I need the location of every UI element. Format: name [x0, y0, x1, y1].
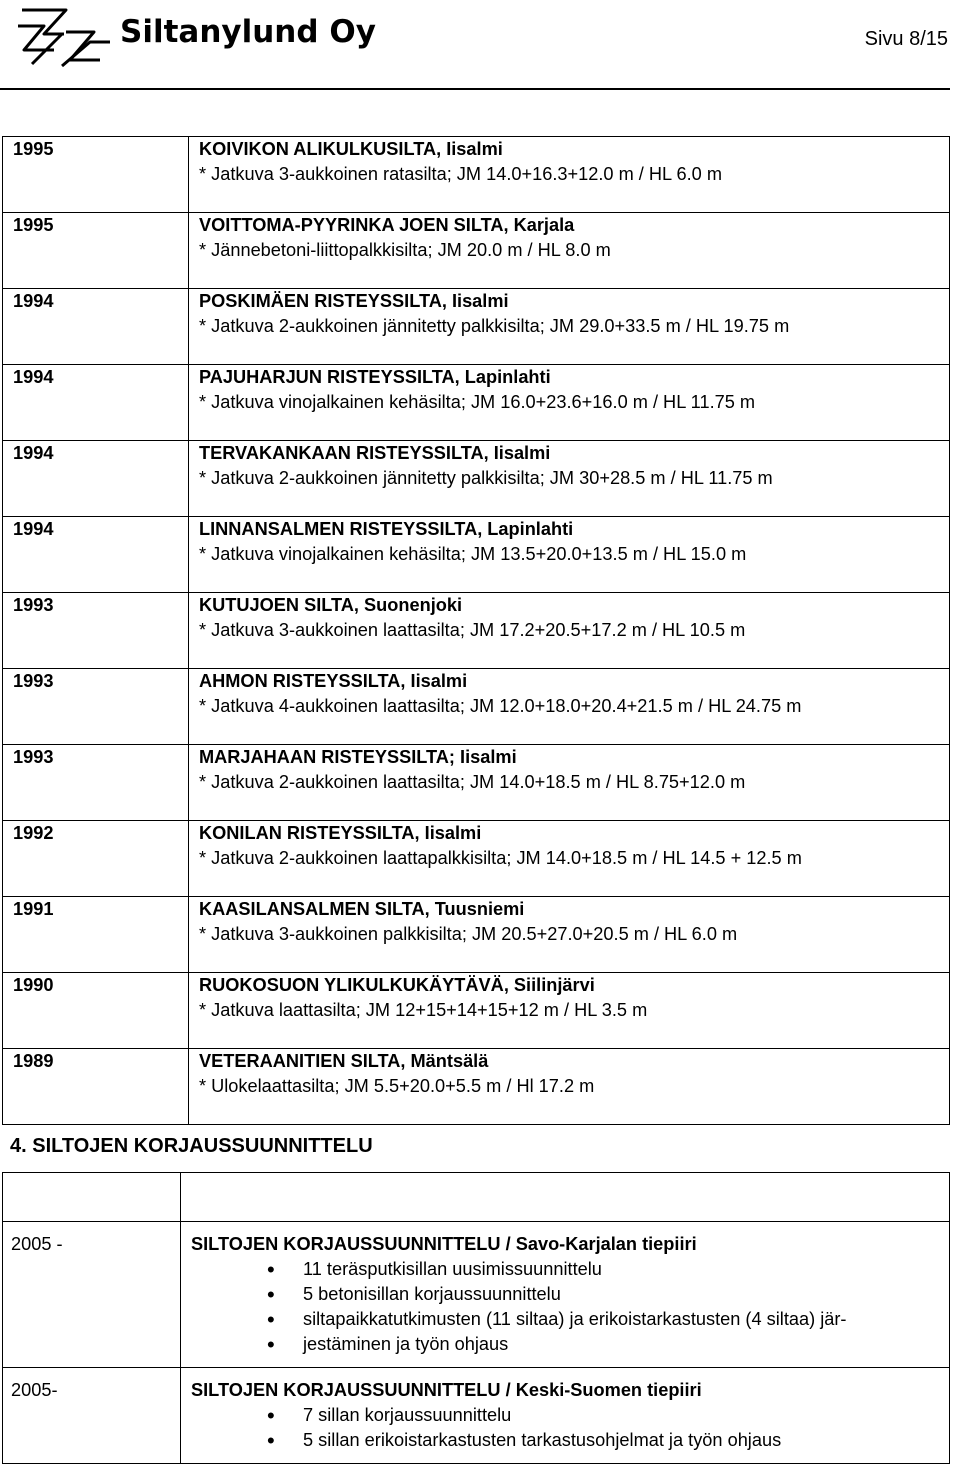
project-detail: * Jatkuva 3-aukkoinen palkkisilta; JM 20.5+27.0+20.5 m / HL 6.0 m: [199, 924, 738, 944]
bullet-list: [191, 1257, 949, 1357]
project-year: 1991: [13, 899, 54, 919]
list-item: • 5 sillan erikoistarkastusten tarkastusohjelmat ja työn ohjaus: [191, 1428, 949, 1453]
project-year: 1993: [13, 747, 54, 767]
project-title: LINNANSALMEN RISTEYSSILTA, Lapinlahti: [199, 519, 574, 539]
table-row: [3, 973, 950, 1049]
project-year: 1994: [13, 291, 54, 311]
table-row: [3, 821, 950, 897]
table-row: [3, 517, 950, 593]
project-detail: * Jatkuva 3-aukkoinen ratasilta; JM 14.0+16.3+12.0 m / HL 6.0 m: [199, 164, 723, 184]
company-logo-icon: [14, 4, 114, 72]
table-row: [3, 593, 950, 669]
project-title: RUOKOSUON YLIKULKUKÄYTÄVÄ, Siilinjärvi: [199, 975, 595, 995]
project-title: KUTUJOEN SILTA, Suonenjoki: [199, 595, 463, 615]
year-cell: [3, 669, 189, 745]
table-row: [3, 897, 950, 973]
table-row: [3, 441, 950, 517]
year-cell: [3, 213, 189, 289]
table-row: [3, 745, 950, 821]
year-cell: [3, 441, 189, 517]
project-title: MARJAHAAN RISTEYSSILTA; Iisalmi: [199, 747, 517, 767]
project-title: VOITTOMA-PYYRINKA JOEN SILTA, Karjala: [199, 215, 575, 235]
project-year: 1993: [13, 671, 54, 691]
table-row: [3, 365, 950, 441]
project-title: KONILAN RISTEYSSILTA, Iisalmi: [199, 823, 482, 843]
section-heading: 4. SILTOJEN KORJAUSSUUNNITTELU: [10, 1135, 373, 1157]
year-cell: [3, 593, 189, 669]
description-cell: [189, 213, 950, 289]
list-item: • 7 sillan korjaussuunnittelu: [191, 1403, 949, 1428]
project-detail: * Jatkuva 2-aukkoinen laattasilta; JM 14.0+18.5 m / HL 8.75+12.0 m: [199, 772, 746, 792]
year-cell: [3, 365, 189, 441]
table-row: [3, 213, 950, 289]
project-detail: * Jatkuva 2-aukkoinen laattapalkkisilta; JM 14.0+18.5 m / HL 14.5 + 12.5 m: [199, 848, 802, 868]
table-row: [3, 1173, 950, 1222]
year-cell: [3, 1368, 181, 1464]
project-year: 1990: [13, 975, 54, 995]
page-header: [0, 0, 960, 90]
project-detail: * Jatkuva 2-aukkoinen jännitetty palkkisilta; JM 29.0+33.5 m / HL 19.75 m: [199, 316, 790, 336]
project-detail: * Jatkuva vinojalkainen kehäsilta; JM 16.0+23.6+16.0 m / HL 11.75 m: [199, 392, 756, 412]
table-row: [3, 1049, 950, 1125]
year-cell: [3, 897, 189, 973]
project-title: KOIVIKON ALIKULKUSILTA, Iisalmi: [199, 139, 503, 159]
empty-cell: [3, 1173, 181, 1222]
project-title: VETERAANITIEN SILTA, Mäntsälä: [199, 1051, 489, 1071]
page-number: Sivu 8/15: [864, 28, 948, 50]
year-cell: [3, 517, 189, 593]
description-cell: [189, 441, 950, 517]
description-cell: [189, 593, 950, 669]
description-cell: [189, 365, 950, 441]
year-cell: [3, 137, 189, 213]
repair-title: SILTOJEN KORJAUSSUUNNITTELU / Keski-Suomen tiepiiri: [191, 1380, 702, 1400]
project-title: KAASILANSALMEN SILTA, Tuusniemi: [199, 899, 525, 919]
company-name: Siltanylund Oy: [120, 14, 376, 50]
description-cell: [189, 517, 950, 593]
description-cell: [181, 1368, 950, 1464]
year-cell: [3, 745, 189, 821]
repair-year: 2005 -: [11, 1234, 63, 1254]
project-detail: * Jatkuva laattasilta; JM 12+15+14+15+12 m / HL 3.5 m: [199, 1000, 648, 1020]
bullet-list: [191, 1403, 949, 1453]
project-year: 1993: [13, 595, 54, 615]
year-cell: [3, 1222, 181, 1368]
list-item: • jestäminen ja työn ohjaus: [191, 1332, 949, 1357]
project-detail: * Jatkuva 4-aukkoinen laattasilta; JM 12.0+18.0+20.4+21.5 m / HL 24.75 m: [199, 696, 802, 716]
project-year: 1992: [13, 823, 54, 843]
project-detail: * Jännebetoni-liittopalkkisilta; JM 20.0 m / HL 8.0 m: [199, 240, 611, 260]
header-divider: [0, 88, 950, 90]
list-item: • 11 teräsputkisillan uusimissuunnittelu: [191, 1257, 949, 1282]
table-row: [3, 289, 950, 365]
repairs-table: [2, 1172, 950, 1464]
description-cell: [189, 1049, 950, 1125]
project-year: 1995: [13, 215, 54, 235]
project-title: AHMON RISTEYSSILTA, Iisalmi: [199, 671, 468, 691]
project-year: 1989: [13, 1051, 54, 1071]
project-detail: * Jatkuva vinojalkainen kehäsilta; JM 13.5+20.0+13.5 m / HL 15.0 m: [199, 544, 747, 564]
project-year: 1994: [13, 367, 54, 387]
project-year: 1994: [13, 519, 54, 539]
description-cell: [189, 973, 950, 1049]
description-cell: [189, 137, 950, 213]
project-year: 1995: [13, 139, 54, 159]
empty-cell: [181, 1173, 950, 1222]
projects-table: [2, 136, 950, 1125]
year-cell: [3, 821, 189, 897]
table-row: [3, 1222, 950, 1368]
description-cell: [189, 289, 950, 365]
year-cell: [3, 973, 189, 1049]
repair-year: 2005-: [11, 1380, 58, 1400]
description-cell: [189, 897, 950, 973]
table-row: [3, 1368, 950, 1464]
year-cell: [3, 1049, 189, 1125]
project-detail: * Jatkuva 2-aukkoinen jännitetty palkkisilta; JM 30+28.5 m / HL 11.75 m: [199, 468, 773, 488]
list-item: • siltapaikkatutkimusten (11 siltaa) ja erikoistarkastusten (4 siltaa) jär-: [191, 1307, 949, 1332]
repair-title: SILTOJEN KORJAUSSUUNNITTELU / Savo-Karjalan tiepiiri: [191, 1234, 697, 1254]
project-detail: * Jatkuva 3-aukkoinen laattasilta; JM 17.2+20.5+17.2 m / HL 10.5 m: [199, 620, 746, 640]
description-cell: [181, 1222, 950, 1368]
project-detail: * Ulokelaattasilta; JM 5.5+20.0+5.5 m / Hl 17.2 m: [199, 1076, 595, 1096]
description-cell: [189, 669, 950, 745]
table-row: [3, 669, 950, 745]
project-title: PAJUHARJUN RISTEYSSILTA, Lapinlahti: [199, 367, 551, 387]
project-title: POSKIMÄEN RISTEYSSILTA, Iisalmi: [199, 291, 509, 311]
project-year: 1994: [13, 443, 54, 463]
description-cell: [189, 745, 950, 821]
description-cell: [189, 821, 950, 897]
year-cell: [3, 289, 189, 365]
list-item: • 5 betonisillan korjaussuunnittelu: [191, 1282, 949, 1307]
table-row: [3, 137, 950, 213]
project-title: TERVAKANKAAN RISTEYSSILTA, Iisalmi: [199, 443, 551, 463]
